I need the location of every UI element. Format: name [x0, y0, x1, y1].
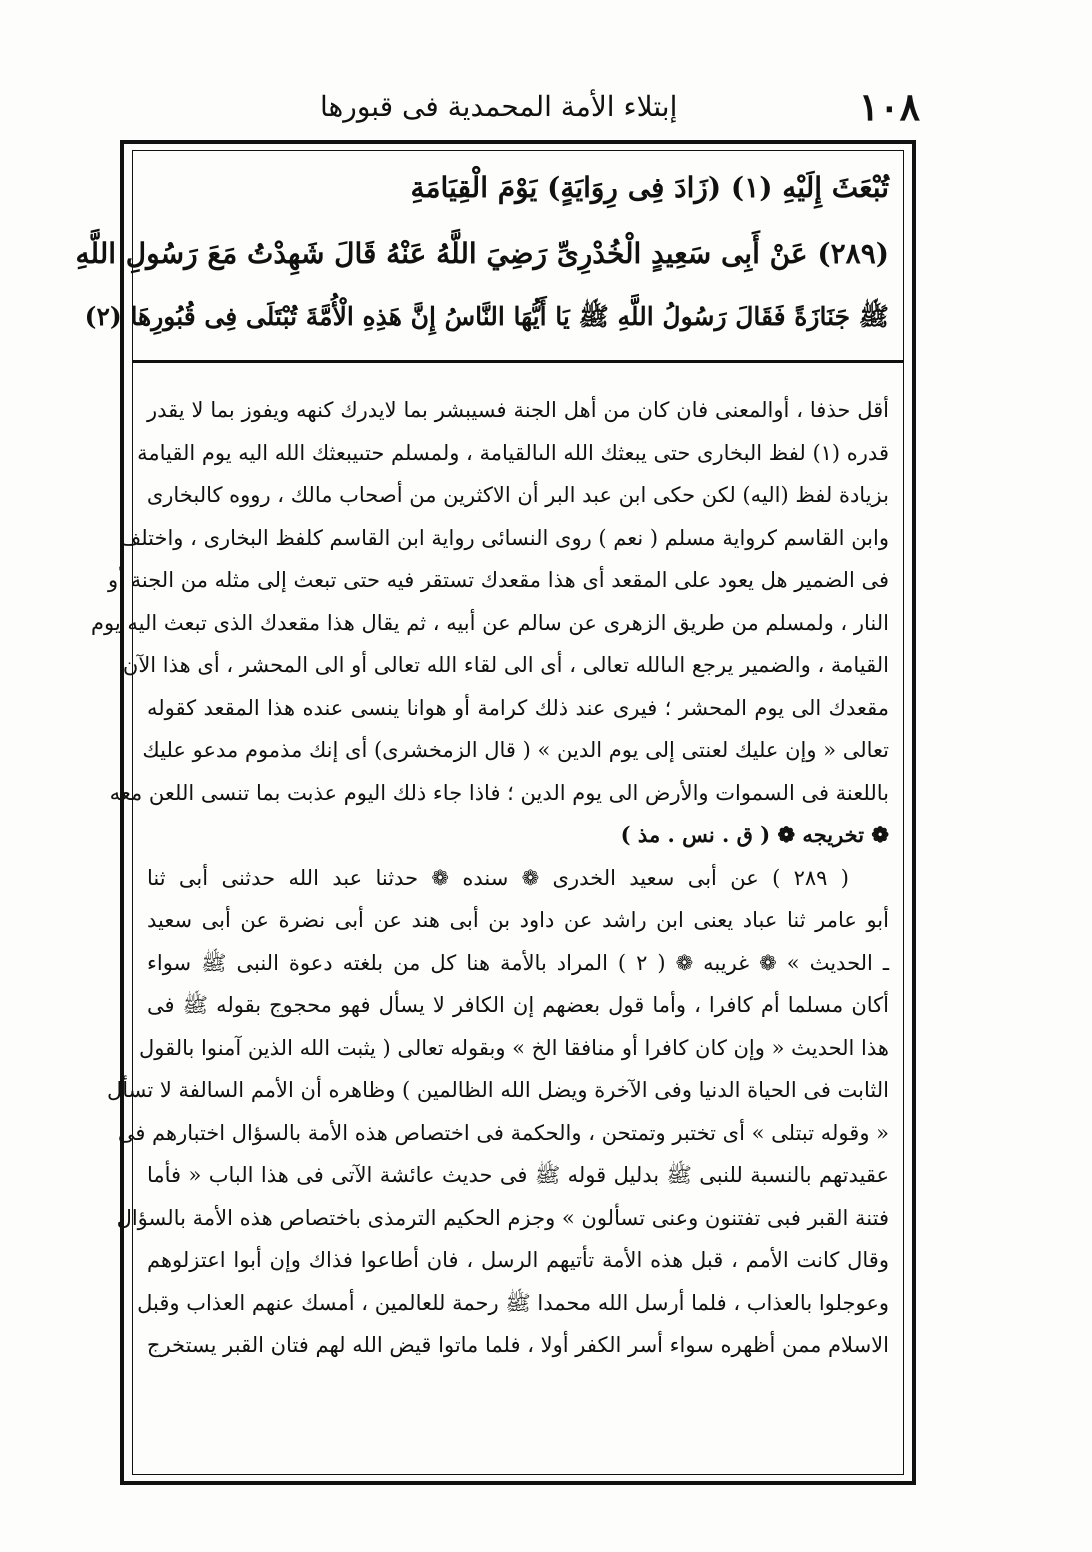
commentary-line: مقعدك الى يوم المحشر ؛ فيرى عند ذلك كرامة أو هوانا ينسى عنده هذا المقعد كقوله [147, 695, 889, 720]
hadith-text-box [75, 151, 903, 363]
commentary-line: ـ الحديث » ❁ غريبه ❁ ( ٢ ) المراد بالأمة هنا كل من بلغته دعوة النبى ﷺ سواء [147, 950, 889, 975]
commentary-line: ( ٢٨٩ ) عن أبى سعيد الخدرى ❁ سنده ❁ حدثنا عبد الله حدثنى أبى ثنا [147, 865, 849, 890]
commentary-line: الثابت فى الحياة الدنيا وفى الآخرة ويضل الله الظالمين ) وظاهره أن الأمم السالفة لا تسأل [106, 1078, 889, 1102]
commentary-line: عقيدتهم بالنسبة للنبى ﷺ بدليل قوله ﷺ فى حديث عائشة الآتى فى هذا الباب « فأما [147, 1163, 889, 1187]
running-title: إبتلاء الأمة المحمدية فى قبورها [320, 90, 678, 123]
commentary-line: الاسلام ممن أظهره سواء أسر الكفر أولا ، فلما ماتوا قيض الله لهم فتان القبر يستخرج [146, 1333, 889, 1357]
hadith-line: تُبْعَثَ إِلَيْهِ (١) (زَادَ فِى رِوَايَةٍ) يَوْمَ الْقِيَامَةِ [410, 171, 889, 204]
commentary-line: فى الضمير هل يعود على المقعد أى هذا مقعدك تستقر فيه حتى تبعث إلى مثله من الجنة أو [108, 568, 889, 592]
page-frame-inner [75, 150, 904, 1475]
hadith-line: (٢٨٩) عَنْ أَبِى سَعِيدٍ الْخُدْرِىِّ رَضِيَ اللَّهُ عَنْهُ قَالَ شَهِدْتُ مَعَ رَسُولِ اللَّهِ [75, 237, 889, 270]
commentary-section [90, 389, 889, 1367]
commentary-line: تعالى « وإن عليك لعنتى إلى يوم الدين » ( قال الزمخشرى) أى إنك مذموم مدعو عليك [142, 738, 889, 762]
commentary-line: وابن القاسم كرواية مسلم ( نعم ) روى النسائى رواية ابن القاسم كلفظ البخارى ، واختلف [119, 525, 889, 550]
commentary-line: هذا الحديث « وإن كان كافرا أو منافقا الخ » وبقوله تعالى ( يثبت الله الذين آمنوا بالقول [139, 1035, 889, 1060]
commentary-line: فتنة القبر فبى تفتنون وعنى تسألون » وجزم الحكيم الترمذى باختصاص هذه الأمة بالسؤال [116, 1205, 889, 1230]
commentary-line: أقل حذفا ، أوالمعنى فان كان من أهل الجنة فسيبشر بما لايدرك كنهه ويفوز بما لا يقدر [147, 398, 889, 422]
commentary-line: قدره (١) لفظ البخارى حتى يبعثك الله الىالقيامة ، ولمسلم حتىيبعثك الله اليه يوم القيامة [137, 440, 889, 465]
commentary-line: « وقوله تبتلى » أى تختبر وتمتحن ، والحكمة فى اختصاص هذه الأمة بالسؤال اختبارهم فى [117, 1120, 889, 1145]
commentary-line: النار ، ولمسلم من طريق الزهرى عن سالم عن أبيه ، ثم يقال هذا مقعدك الذى تبعث اليه يوم [90, 610, 889, 635]
commentary-line: وعوجلوا بالعذاب ، فلما أرسل الله محمدا ﷺ رحمة للعالمين ، أمسك عنهم العذاب وقبل [137, 1290, 889, 1315]
page-frame [75, 140, 916, 1485]
commentary-line: القيامة ، والضمير يرجع الىالله تعالى ، أى الى لقاء الله تعالى أو الى المحشر ، أى هذا الآن [122, 653, 889, 677]
commentary-line: أكان مسلما أم كافرا ، وأما قول بعضهم إن الكافر لا يسأل فهو محجوج بقوله ﷺ فى [147, 993, 889, 1017]
commentary-line: بزيادة لفظ (اليه) لكن حكى ابن عبد البر أن الاكثرين من أصحاب مالك ، رووه كالبخارى [146, 483, 889, 507]
page-header [120, 84, 920, 138]
page-number: ١٠٨ [858, 84, 920, 129]
hadith-line: ﷺ جَنَازَةً فَقَالَ رَسُولُ اللَّهِ ﷺ يَا أَيُّهَا النَّاسُ إِنَّ هَذِهِ الْأُمَّةَ تُبْتَلَى فِى قُبُورِهَا (٢) [84, 302, 889, 331]
commentary-line: أبو عامر ثنا عباد يعنى ابن راشد عن داود بن أبى هند عن أبى نضرة عن أبى سعيد [147, 908, 889, 932]
commentary-line: باللعنة فى السموات والأرض الى يوم الدين ؛ فاذا جاء ذلك اليوم عذبت بما تنسى اللعن معه [109, 780, 889, 805]
takhrij-line: ❁ تخريجه ❁ ( ق . نس . مذ ) [620, 822, 889, 847]
commentary-line: وقال كانت الأمم ، قبل هذه الأمة تأتيهم الرسل ، فان أطاعوا فذاك وإن أبوا اعتزلوهم [147, 1248, 889, 1272]
